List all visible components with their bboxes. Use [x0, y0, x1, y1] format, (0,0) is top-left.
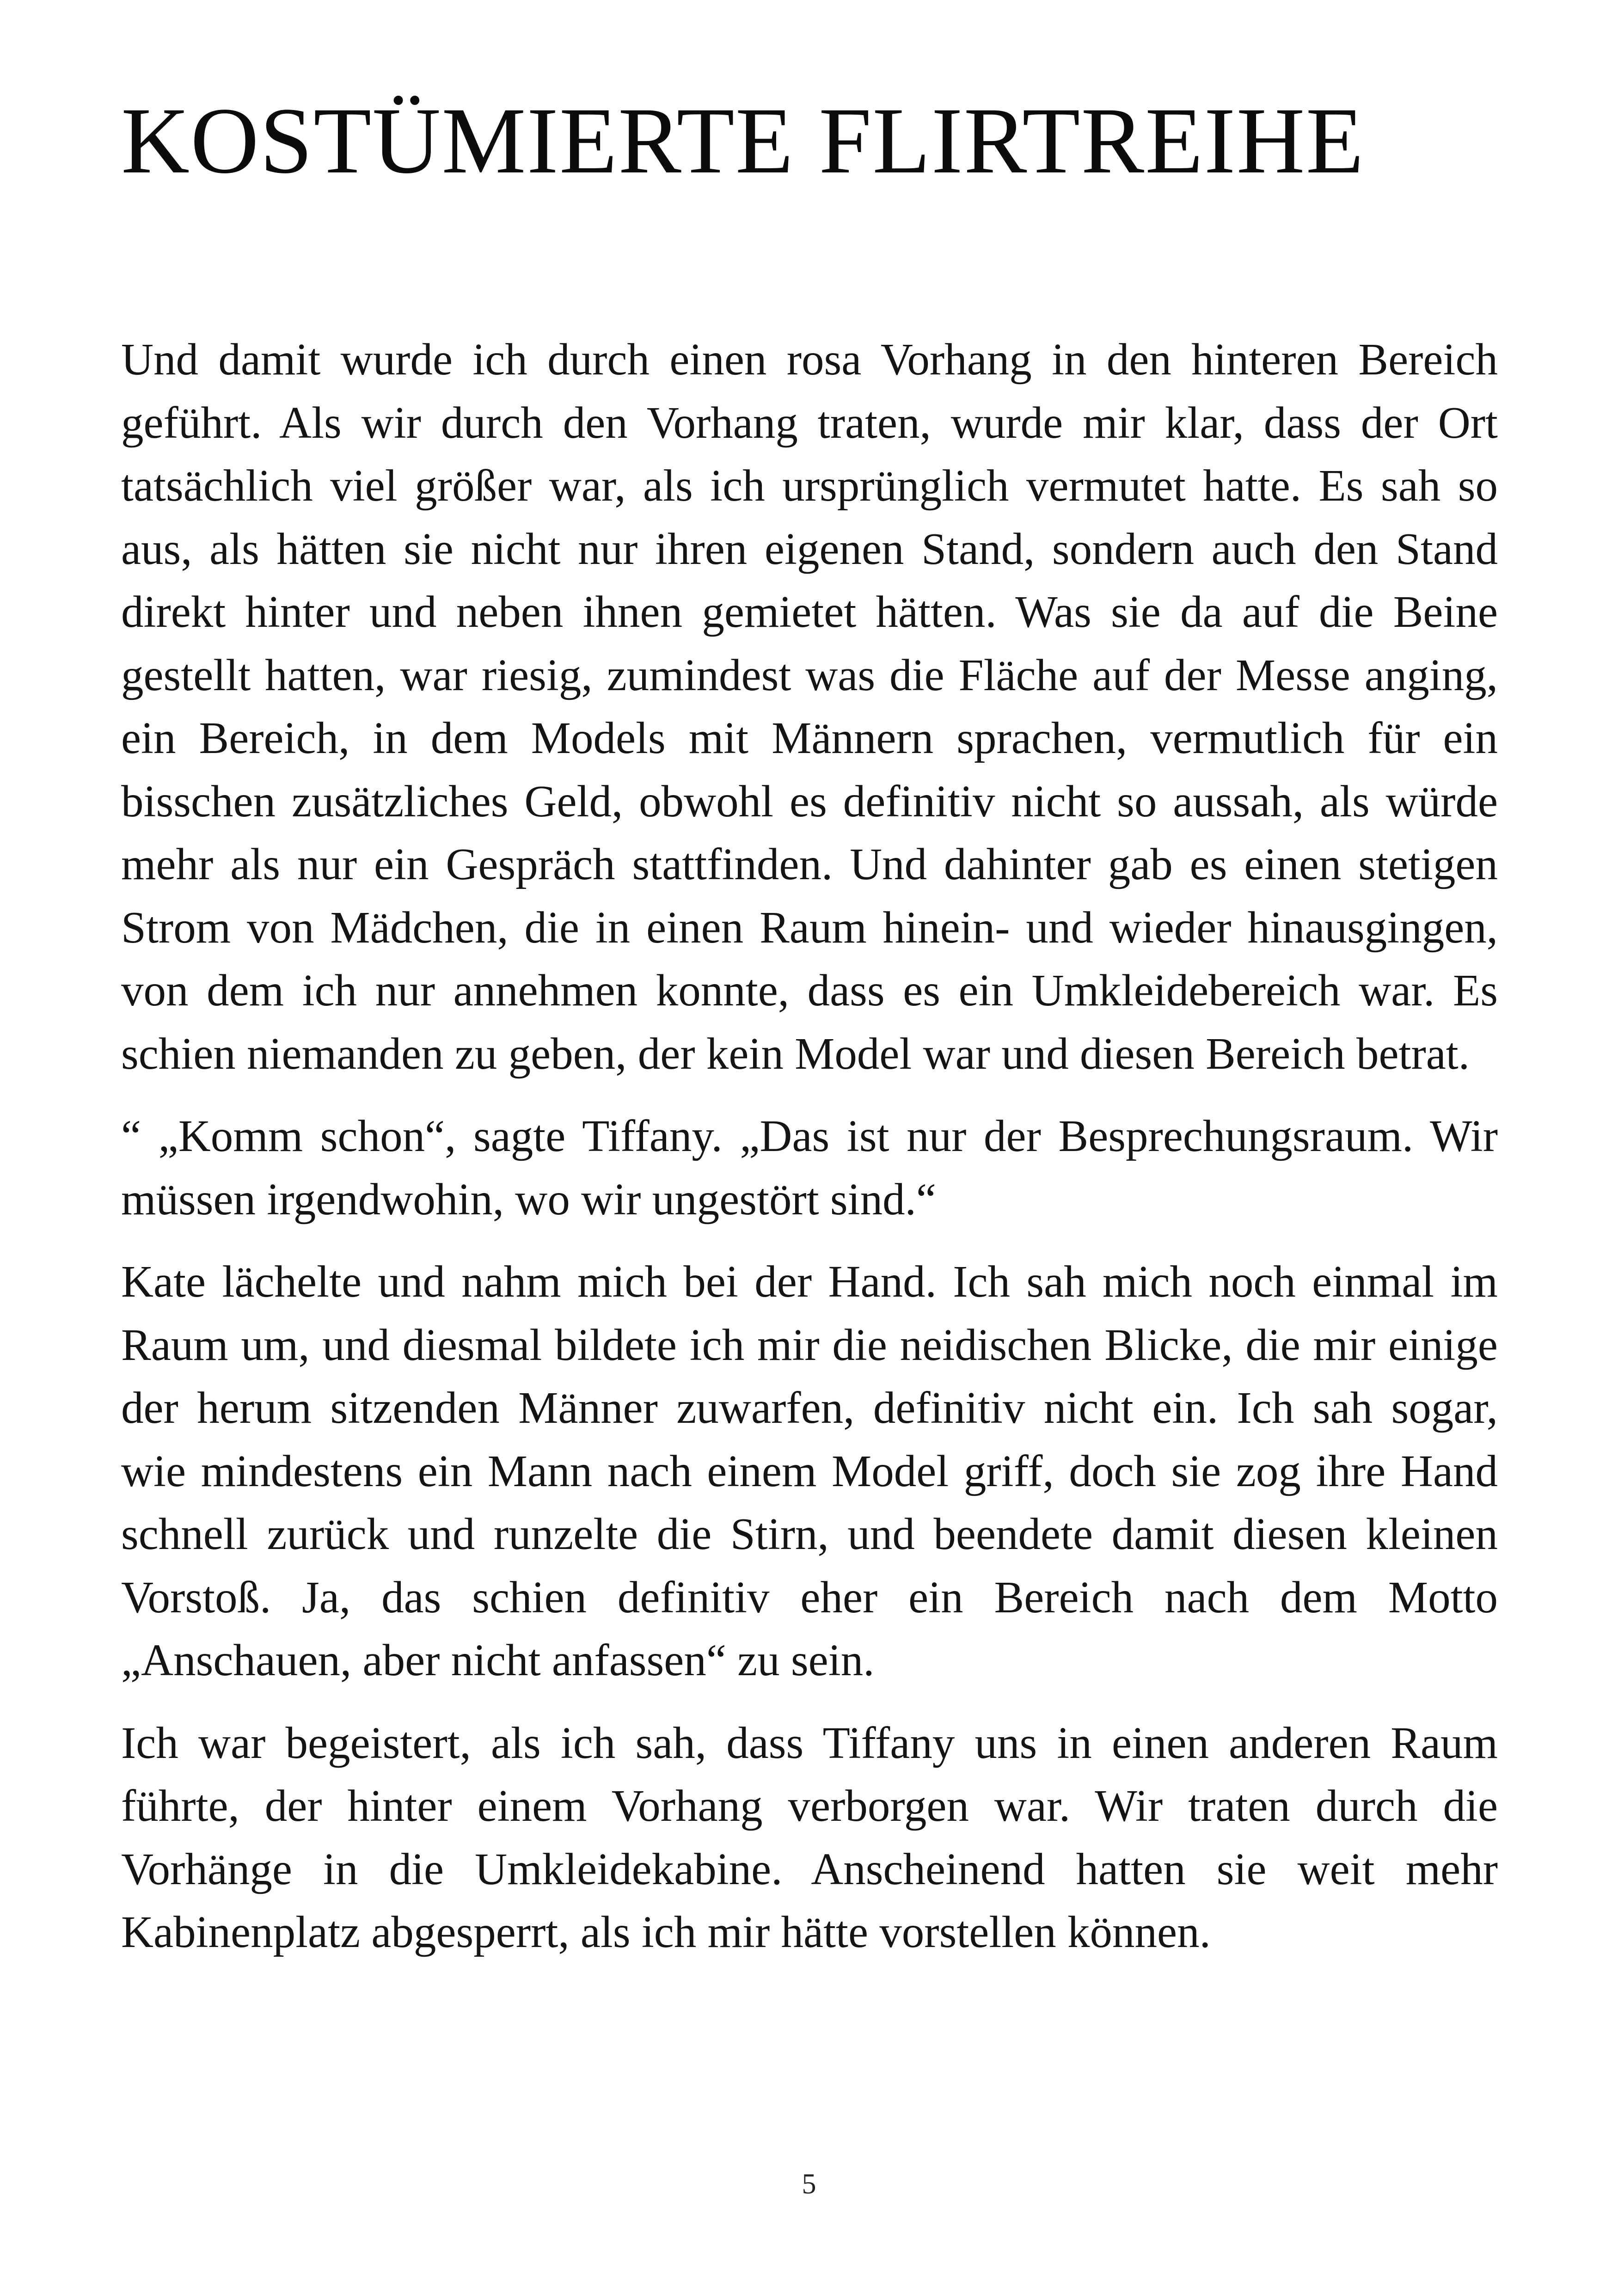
- paragraph-4: Ich war begeistert, als ich sah, dass Tiffany uns in einen anderen Raum führte, der hinter einem Vorhang verborgen war. Wir traten durch die Vorhänge in die Umkleidekabine. Anscheinend hatten sie weit mehr Kabinenplatz abgesperrt, als ich mir hätte vorstellen können.: [121, 1718, 1498, 1957]
- chapter-body: [121, 328, 1498, 1984]
- paragraph-3: Kate lächelte und nahm mich bei der Hand. Ich sah mich noch einmal im Raum um, und diesmal bildete ich mir die neidischen Blicke, die mir einige der herum sitzenden Männer zuwarfen, definitiv nicht ein. Ich sah sogar, wie mindestens ein Mann nach einem Model griff, doch sie zog ihre Hand schnell zurück und runzelte die Stirn, und beendete damit diesen kleinen Vorstoß. Ja, das schien definitiv eher ein Bereich nach dem Motto „Anschauen, aber nicht anfassen“ zu sein.: [121, 1257, 1498, 1685]
- book-page: [121, 83, 1498, 2256]
- paragraph-1: Und damit wurde ich durch einen rosa Vorhang in den hinteren Bereich geführt. Als wir durch den Vorhang traten, wurde mir klar, dass der Ort tatsächlich viel größer war, als ich ursprünglich vermutet hatte. Es sah so aus, als hätten sie nicht nur ihren eigenen Stand, sondern auch den Stand direkt hinter und neben ihnen gemietet hätten. Was sie da auf die Beine gestellt hatten, war riesig, zumindest was die Fläche auf der Messe anging, ein Bereich, in dem Models mit Männern sprachen, vermutlich für ein bisschen zusätzliches Geld, obwohl es definitiv nicht so aussah, als würde mehr als nur ein Gespräch stattfinden. Und dahinter gab es einen stetigen Strom von Mädchen, die in einen Raum hinein- und wieder hinausgingen, von dem ich nur annehmen konnte, dass es ein Umkleidebereich war. Es schien niemanden zu geben, der kein Model war und diesen Bereich betrat.: [121, 335, 1498, 1078]
- chapter-title: KOSTÜMIERTE FLIRTREIHE: [121, 88, 1365, 193]
- page-number: 5: [802, 2168, 816, 2200]
- paragraph-2: “ „Komm schon“, sagte Tiffany. „Das ist nur der Besprechungsraum. Wir müssen irgendwohin, wo wir ungestört sind.“: [121, 1111, 1498, 1224]
